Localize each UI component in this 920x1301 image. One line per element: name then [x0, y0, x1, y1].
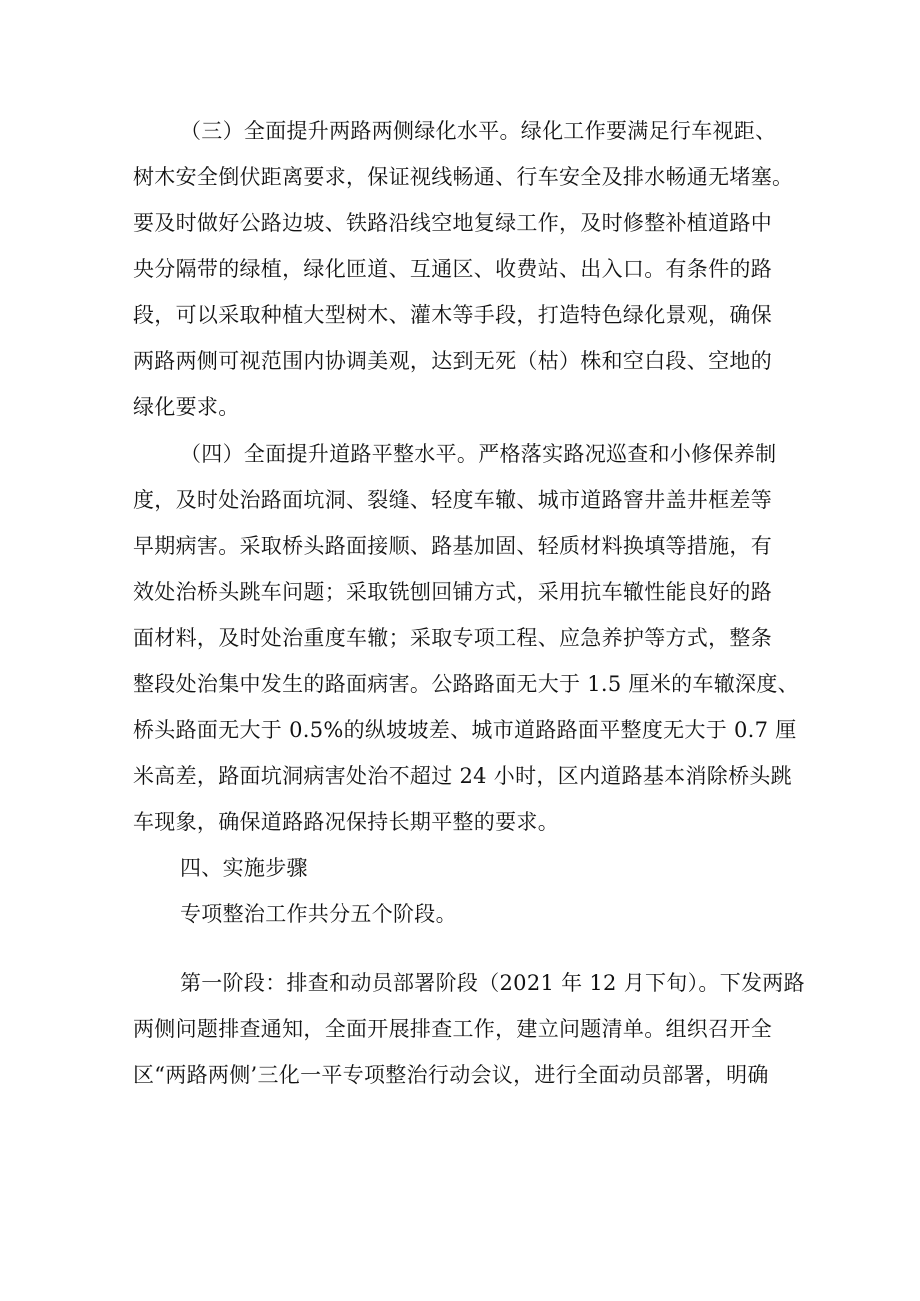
steps-intro: 专项整治工作共分五个阶段。 — [180, 902, 457, 926]
stage1-line-2: 两侧问题排查通知，全面开展排查工作，建立问题清单。组织召开全 — [133, 1017, 772, 1041]
section4-line-3: 早期病害。采取桥头路面接顺、路基加固、轻质材料换填等措施，有 — [133, 534, 772, 558]
section-heading-steps: 四、实施步骤 — [180, 856, 308, 880]
section4-line-5: 面材料，及时处治重度车辙；采取专项工程、应急养护等方式，整条 — [133, 626, 772, 650]
section4-line-1: （四）全面提升道路平整水平。严格落实路况巡查和小修保养制 — [180, 442, 777, 466]
section3-line-1: （三）全面提升两路两侧绿化水平。绿化工作要满足行车视距、 — [180, 119, 777, 143]
stage1-line-3: 区“两路两侧’三化一平专项整治行动会议，进行全面动员部署，明确 — [133, 1063, 769, 1087]
section3-line-6: 两路两侧可视范围内协调美观，达到无死（枯）株和空白段、空地的 — [133, 349, 772, 373]
section4-line-2: 度，及时处治路面坑洞、裂缝、轻度车辙、城市道路窨井盖井框差等 — [133, 488, 772, 512]
stage1-line-1: 第一阶段：排查和动员部署阶段（2021 年 12 月下旬）。下发两路 — [180, 971, 805, 995]
section4-line-4: 效处治桥头跳车问题；采取铣刨回铺方式，采用抗车辙性能良好的路 — [133, 580, 772, 604]
section3-line-2: 树木安全倒伏距离要求，保证视线畅通、行车安全及排水畅通无堵塞。 — [133, 165, 794, 189]
section4-line-9: 车现象，确保道路路况保持长期平整的要求。 — [133, 810, 559, 834]
section3-line-5: 段，可以采取种植大型树木、灌木等手段，打造特色绿化景观，确保 — [133, 303, 772, 327]
section3-line-4: 央分隔带的绿植，绿化匝道、互通区、收费站、出入口。有条件的路 — [133, 257, 772, 281]
section3-line-7: 绿化要求。 — [133, 395, 240, 419]
section4-line-7: 桥头路面无大于 0.5%的纵坡坡差、城市道路路面平整度无大于 0.7 厘 — [133, 718, 797, 742]
section3-line-3: 要及时做好公路边坡、铁路沿线空地复绿工作，及时修整补植道路中 — [133, 211, 772, 235]
section4-line-8: 米高差，路面坑洞病害处治不超过 24 小时，区内道路基本消除桥头跳 — [133, 764, 792, 788]
section4-line-6: 整段处治集中发生的路面病害。公路路面无大于 1.5 厘米的车辙深度、 — [133, 672, 799, 696]
